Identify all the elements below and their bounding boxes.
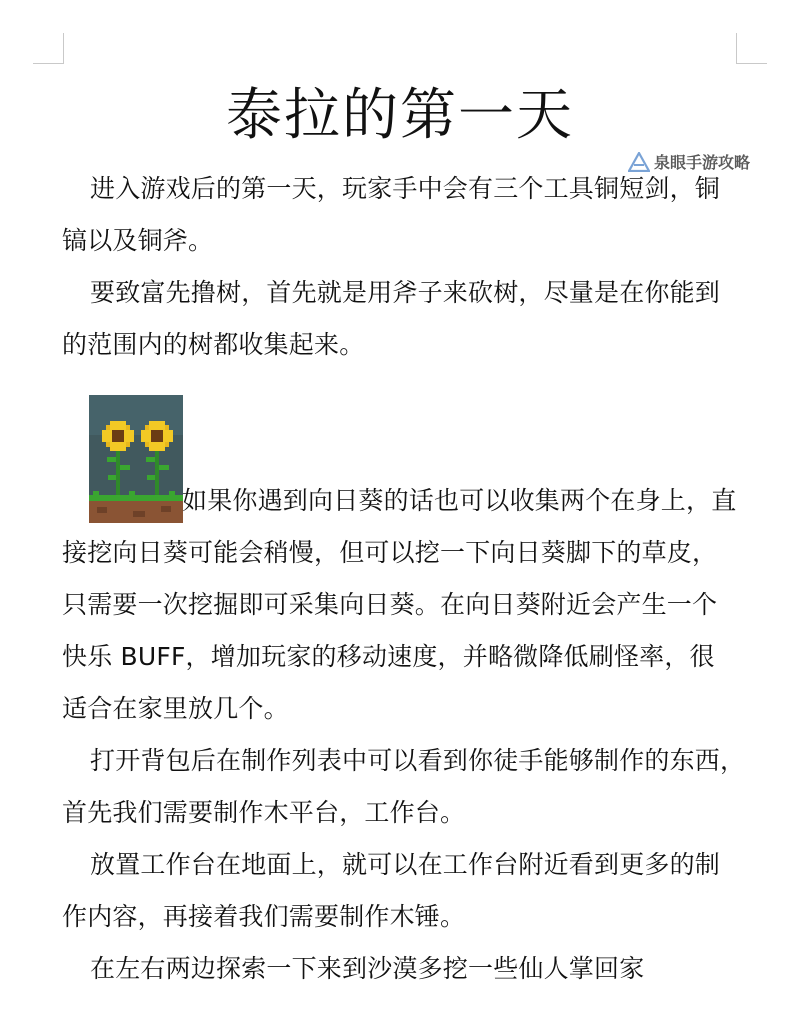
paragraph <box>62 371 742 735</box>
text-line: 在左右两边探索一下来到沙漠多挖一些仙人掌回家 <box>90 954 645 983</box>
page-title: 泰拉的第一天 <box>226 83 574 148</box>
page-corner-mark-left <box>33 33 64 64</box>
paragraph <box>62 735 746 839</box>
document-body <box>62 163 746 995</box>
text-line: 的范围内的树都收集起来。 <box>62 330 365 359</box>
page-corner-mark-right <box>736 33 767 64</box>
paragraph <box>62 943 742 995</box>
text-line: 快乐 BUFF，增加玩家的移动速度，并略微降低刷怪率，很 <box>62 642 715 671</box>
sunflower-pixel-art <box>89 395 183 523</box>
text-line: 打开背包后在制作列表中可以看到你徒手能够制作的东西， <box>90 746 746 775</box>
text-line: 放置工作台在地面上，就可以在工作台附近看到更多的制 <box>90 850 721 879</box>
text-line: 只需要一次挖掘即可采集向日葵。在向日葵附近会产生一个 <box>62 590 718 619</box>
text-line: 作内容，再接着我们需要制作木锤。 <box>62 902 466 931</box>
text-line: 镐以及铜斧。 <box>62 226 214 255</box>
sunflower-image <box>89 395 183 523</box>
text-line: 要致富先撸树，首先就是用斧子来砍树，尽量是在你能到 <box>90 278 721 307</box>
sunflower-figure-line <box>62 371 742 527</box>
watermark-text: 泉眼手游攻略 <box>654 153 751 172</box>
paragraph <box>62 839 742 943</box>
text-line: 接挖向日葵可能会稍慢，但可以挖一下向日葵脚下的草皮， <box>62 538 718 567</box>
paragraph <box>62 163 742 267</box>
paragraph <box>62 267 742 371</box>
text-line: 进入游戏后的第一天，玩家手中会有三个工具铜短剑，铜 <box>90 174 721 203</box>
text-line: 如果你遇到向日葵的话也可以收集两个在身上，直 <box>182 486 737 515</box>
text-line: 适合在家里放几个。 <box>62 694 289 723</box>
text-line: 首先我们需要制作木平台，工作台。 <box>62 798 466 827</box>
